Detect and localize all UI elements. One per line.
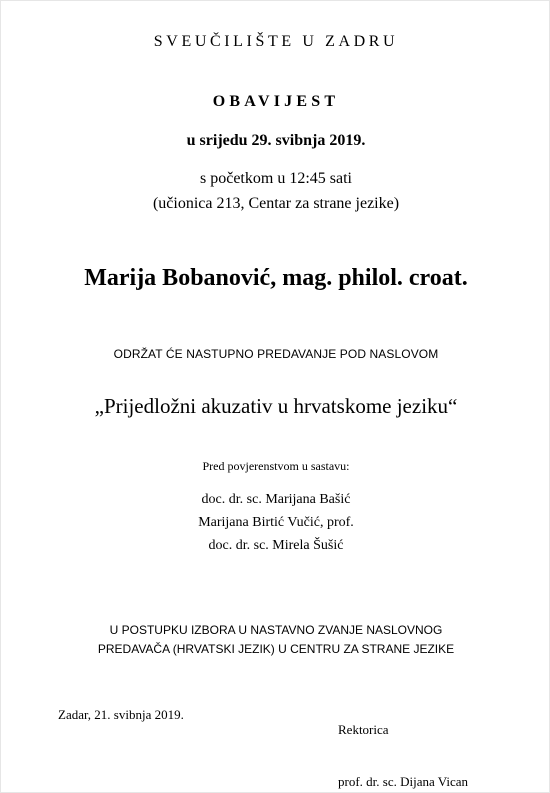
rector-title: Rektorica (338, 722, 389, 737)
committee-member: doc. dr. sc. Marijana Bašić (201, 492, 351, 507)
lecture-title: „Prijedložni akuzativ u hrvatskome jeziku“ (94, 394, 458, 418)
lecture-intro: ODRŽAT ĆE NASTUPNO PREDAVANJE POD NASLOVOM (113, 347, 439, 361)
procedure-line-2: PREDAVAČA (HRVATSKI JEZIK) U CENTRU ZA STRANE JEZIKE (97, 642, 455, 656)
event-location: (učionica 213, Centar za strane jezike) (152, 195, 400, 212)
committee-heading: Pred povjerenstvom u sastavu: (202, 459, 350, 473)
speaker-name: Marija Bobanović, mag. philol. croat. (84, 265, 468, 291)
committee-member: Marijana Birtić Vučić, prof. (198, 515, 354, 530)
rector-name: prof. dr. sc. Dijana Vican (338, 774, 469, 789)
event-date: u srijedu 29. svibnja 2019. (186, 132, 366, 149)
notice-title: OBAVIJEST (212, 93, 340, 110)
place-and-date: Zadar, 21. svibnja 2019. (58, 707, 184, 722)
university-name: SVEUČILIŠTE U ZADRU (153, 33, 399, 50)
committee-member: doc. dr. sc. Mirela Šušić (208, 538, 344, 553)
event-time: s početkom u 12:45 sati (200, 170, 352, 187)
procedure-line-1: U POSTUPKU IZBORA U NASTAVNO ZVANJE NASLOVNOG (109, 623, 443, 637)
